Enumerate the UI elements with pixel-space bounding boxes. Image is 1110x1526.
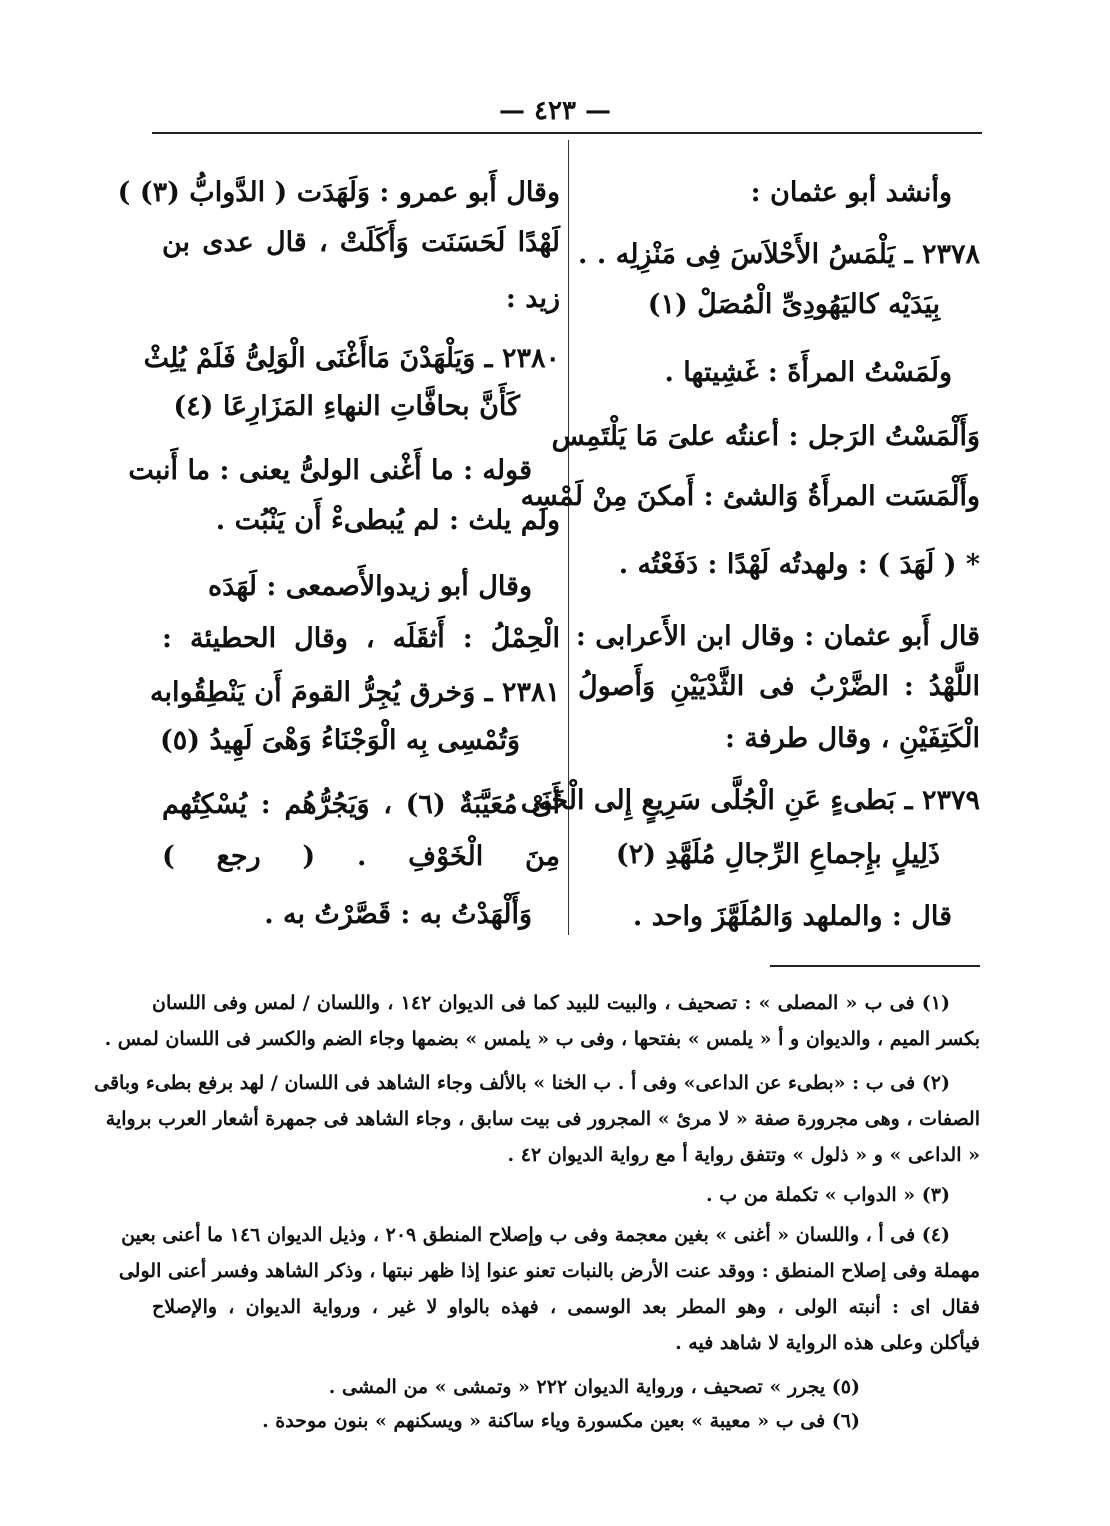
verse-line: ذَلِيلٍ بإِجماعِ الرِّجالِ مُلَهَّدِ (٢) bbox=[615, 839, 940, 870]
left-column bbox=[117, 168, 561, 938]
footnote-line: بكسر الميم ، والديوان و أ « يلمس » بفتحها ، وفى ب « يلمس » بضمها وجاء الضم والكسر فى اللسان لمس . bbox=[104, 1028, 980, 1050]
verse-line: ٢٣٧٨ ـ يَلْمَسُ الأَحْلاَسَ فِى مَنْزِلِه . . bbox=[578, 239, 980, 270]
verse-line: وَتُمْسِى بِه الْوَجْنَاءُ وَهْىَ لَهِيدُ (٥) bbox=[159, 725, 520, 756]
footnote-line: « الداعى » و « ذلول » وتتفق رواية أ مع رواية الديوان ٤٢ . bbox=[507, 1144, 980, 1166]
text-line: الْحِمْلُ : أَثقَلَه ، وقال الحطيئة : bbox=[162, 623, 560, 654]
footnote-line: الصفات ، وهى مجرورة صفة « لا مرئ » المجرور فى بيت سابق ، وجاء الشاهد فى جمهرة أشعار العرب برواية bbox=[105, 1108, 980, 1130]
footnote-line: (٤) فى أ ، واللسان « أغنى » بغين معجمة وفى ب وإصلاح المنطق ٢٠٩ ، وذيل الديوان ١٤٦ ما أعنى بعين bbox=[121, 1224, 950, 1246]
text-line: زيد : bbox=[505, 283, 560, 314]
text-line: اللَّهْدُ : الضَّرْبُ فى الثَّدْيَيْنِ وَأَصولُ bbox=[578, 671, 980, 702]
text-line: أَىْ مُعَيَّبَةٌ (٦) ، وَيَجُرُّهُم : يُسْكِتُهم bbox=[162, 789, 561, 820]
text-line: وأَلْمَسَت المرأَةُ وَالشئ : أَمكنَ مِنْ لَمْسِه bbox=[520, 481, 980, 512]
footnote-line: (٣) « الدواب » تكملة من ب . bbox=[705, 1184, 950, 1206]
verse-line: بِيَدَيْه كاليَهُودِىِّ الْمُصَلْ (١) bbox=[647, 289, 940, 320]
text-line: مِنَ الْخَوْفِ . ( رجع ) bbox=[162, 841, 560, 872]
footnote-line: (١) فى ب « المصلى » : تصحيف ، والبيت للبيد كما فى الديوان ١٤٢ ، واللسان / لمس وفى اللسان bbox=[152, 992, 950, 1014]
verse-line: ٢٣٨١ ـ وَخرق يُجِرُّ القومَ أَن يَنْطِقُوابه bbox=[149, 677, 560, 708]
text-line: قوله : ما أَغْنى الولىُّ يعنى : ما أَنبت bbox=[128, 455, 532, 486]
text-line: قال أَبو عثمان : وقال ابن الأَعرابى : bbox=[575, 621, 980, 652]
text-line: لَهْدًا لَحَسَنَت وَأَكَلَتْ ، قال عدى بن bbox=[162, 227, 560, 258]
footnote-line: (٢) فى ب : «بطىء عن الداعى» وفى أ . ب الخنا » بالألف وجاء الشاهد فى اللسان / لهد برفع بطىء وباقى bbox=[94, 1072, 950, 1094]
page-number: — ٤٢٣ — bbox=[498, 96, 612, 126]
text-line: وقال أبو زيدوالأَصمعى : لَهَدَه bbox=[207, 571, 532, 602]
verse-line: ٢٣٧٩ ـ بَطىءٍ عَنِ الْجُلَّى سَرِيعٍ إِلى الْخَنَى bbox=[520, 785, 980, 816]
text-line: قال : والملهد وَالمُلَهَّزَ واحد . bbox=[632, 901, 952, 932]
text-line: وَأَلْهَدْتُ به : قَصَّرْتُ به . bbox=[264, 899, 532, 930]
footnote-line: (٥) يجرر » تصحيف ، ورواية الديوان ٢٢٢ « وتمشى » من المشى . bbox=[328, 1376, 860, 1398]
entry-heading: * ( لَهَدَ ) : ولهدتُه لَهْدًا : دَفَعْتُه . bbox=[618, 549, 980, 580]
footnote-line: مهملة وفى إصلاح المنطق : ووقد عنت الأرض بالنبات تعنو عنوا إذا ظهر نبتها ، وذكر الشاهد وفسر أعنى الولى bbox=[118, 1260, 980, 1282]
text-line: وقال أَبو عمرو : وَلَهَدَت ( الدَّوابُّ (٣) ) bbox=[117, 177, 560, 208]
text-line: وأنشد أبو عثمان : bbox=[750, 177, 952, 208]
verse-line: كَأَنَّ بحافَّاتِ النهاءِ المَزَارِعَا (٤) bbox=[173, 391, 520, 422]
footnote-line: فيأكلن وعلى هذه الرواية لا شاهد فيه . bbox=[675, 1332, 980, 1354]
text-line: ولم يلث : لم يُبطىءْ أَن يَنْبُت . bbox=[215, 505, 560, 536]
text-line: ولَمَسْتُ المرأَةَ : غَشِيتها . bbox=[664, 357, 952, 388]
footnote-line: فقال اى : أنبته الولى ، وهو المطر بعد الوسمى ، فهذه بالواو لا غير ، ورواية الديوان ، والإصلاح bbox=[152, 1296, 980, 1318]
text-line: الْكَتِفَيْنِ ، وقال طرفة : bbox=[725, 723, 980, 754]
footnote-rule bbox=[770, 965, 980, 967]
verse-line: ٢٣٨٠ ـ وَيَلْهَدْنَ مَاأَغْنَى الْوَلِىُّ فَلَمْ يُلِثْ bbox=[143, 343, 560, 374]
text-line: وَأَلْمَسْتُ الرَجل : أعنتُه علىَ مَا يَلْتَمِس bbox=[551, 421, 980, 452]
footnote-line: (٦) فى ب « معيبة » بعين مكسورة وياء ساكنة « ويسكنهم » بنون موحدة . bbox=[262, 1410, 860, 1432]
header-rule bbox=[152, 132, 982, 134]
